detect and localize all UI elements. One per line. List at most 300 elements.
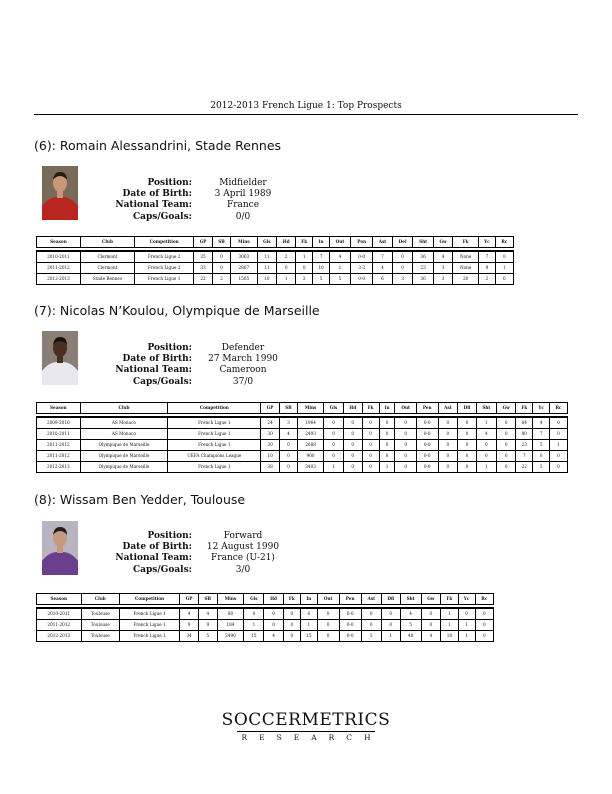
- table-row: [36, 440, 568, 451]
- table-cell: 0: [549, 462, 568, 473]
- caps-value: 0/0: [235, 211, 251, 222]
- table-cell: 0: [212, 251, 230, 263]
- column-header: Pen: [339, 593, 361, 605]
- table-cell: 0: [457, 462, 475, 473]
- table-cell: 0-0: [416, 451, 438, 462]
- table-cell: French Ligue 1: [167, 440, 260, 451]
- table-cell: 0: [496, 451, 515, 462]
- table-cell: Stade Rennes: [80, 274, 134, 285]
- player-section-3: [34, 492, 578, 638]
- table-cell: 5: [361, 631, 381, 642]
- table-cell: Olympique de Marseille: [80, 451, 168, 462]
- table-cell: 0: [458, 608, 475, 620]
- table-cell: 34: [179, 631, 198, 642]
- table-cell: 22: [515, 462, 532, 473]
- table-cell: 0: [343, 417, 362, 429]
- table-cell: 10: [257, 274, 277, 285]
- column-header: Rc: [495, 236, 514, 248]
- table-cell: 0: [283, 631, 300, 642]
- page-header: 2012-2013 French Ligue 1: Top Prospects: [210, 101, 402, 111]
- table-cell: 2: [295, 274, 312, 285]
- nation-value: France: [226, 200, 260, 211]
- table-cell: 7: [515, 451, 532, 462]
- table-cell: 2011-2012: [36, 620, 81, 631]
- table-cell: 9: [179, 620, 198, 631]
- column-header: Out: [317, 593, 339, 605]
- table-cell: 15: [300, 631, 317, 642]
- table-cell: None: [452, 263, 478, 274]
- table-cell: 1: [381, 631, 400, 642]
- column-header: Season: [36, 236, 80, 248]
- table-cell: 0: [323, 451, 343, 462]
- table-cell: 2010-2011: [36, 251, 80, 263]
- table-cell: 0: [212, 263, 230, 274]
- table-cell: 1: [243, 620, 263, 631]
- table-row: [36, 631, 494, 642]
- table-cell: 0: [421, 620, 441, 631]
- table-cell: 1: [276, 274, 295, 285]
- dob-value: 12 August 1990: [206, 542, 280, 553]
- table-cell: 80: [217, 608, 244, 620]
- table-cell: 0: [475, 608, 494, 620]
- column-header: Gw: [496, 402, 515, 414]
- table-cell: 1: [440, 620, 457, 631]
- player-section-1: [34, 138, 578, 281]
- table-cell: 30: [260, 440, 278, 451]
- table-cell: 0: [279, 440, 297, 451]
- column-header: GP: [193, 236, 212, 248]
- table-cell: 6: [372, 274, 392, 285]
- column-header: Hd: [263, 593, 282, 605]
- table-cell: 1: [379, 462, 395, 473]
- table-cell: 5: [198, 631, 217, 642]
- table-cell: 0: [362, 417, 379, 429]
- table-cell: 0: [323, 440, 343, 451]
- table-cell: 0: [495, 274, 514, 285]
- table-cell: 5: [532, 462, 549, 473]
- table-cell: 0: [362, 451, 379, 462]
- caps-value: 37/0: [232, 376, 254, 387]
- column-header: Hd: [276, 236, 295, 248]
- table-cell: 0: [495, 251, 514, 263]
- table-cell: 0-0: [416, 429, 438, 440]
- table-cell: 2009-2010: [36, 417, 80, 429]
- column-header: Fk: [515, 402, 532, 414]
- table-cell: 23: [412, 263, 433, 274]
- table-cell: 1: [476, 417, 496, 429]
- table-cell: 7: [532, 429, 549, 440]
- table-cell: 0: [263, 620, 282, 631]
- table-cell: 0: [379, 417, 395, 429]
- table-cell: 1: [458, 631, 475, 642]
- column-header: Mins: [230, 236, 256, 248]
- table-cell: 20: [452, 274, 478, 285]
- column-header: Mins: [297, 402, 323, 414]
- column-header: GP: [179, 593, 198, 605]
- table-cell: Toulouse: [81, 608, 119, 620]
- table-cell: 33: [193, 263, 212, 274]
- table-cell: 0: [317, 608, 339, 620]
- table-cell: 64: [515, 417, 532, 429]
- column-header: SB: [212, 236, 230, 248]
- table-cell: 0: [343, 440, 362, 451]
- table-cell: 0-0: [350, 274, 372, 285]
- column-header: Pen: [416, 402, 438, 414]
- player-bio: [88, 531, 283, 576]
- table-row: [36, 417, 568, 429]
- table-cell: 0: [496, 462, 515, 473]
- stats-table: [36, 593, 494, 642]
- table-cell: 0: [549, 451, 568, 462]
- nation-label: National Team:: [115, 553, 192, 564]
- dob-value: 3 April 1989: [214, 189, 272, 200]
- table-cell: 0: [457, 429, 475, 440]
- nation-label: National Team:: [115, 200, 192, 211]
- table-cell: 1964: [297, 417, 323, 429]
- table-cell: 0: [438, 440, 458, 451]
- table-cell: 0: [379, 451, 395, 462]
- table-cell: 4: [532, 417, 549, 429]
- table-cell: AS Monaco: [80, 417, 168, 429]
- table-cell: 48: [400, 631, 421, 642]
- position-label: Position:: [147, 178, 192, 188]
- column-header: Fk: [440, 593, 457, 605]
- column-header: In: [300, 593, 317, 605]
- table-row: [36, 462, 568, 473]
- table-cell: AS Monaco: [80, 429, 168, 440]
- table-cell: 0: [475, 631, 494, 642]
- column-header: Club: [81, 593, 119, 605]
- column-header: Gw: [421, 593, 441, 605]
- column-header: Season: [36, 593, 81, 605]
- table-cell: 4: [179, 608, 198, 620]
- column-header: GP: [260, 402, 278, 414]
- table-cell: 2012-2013: [36, 631, 81, 642]
- player-title: (7): Nicolas N’Koulou, Olympique de Marseille: [34, 303, 320, 318]
- table-row: [36, 429, 568, 440]
- table-cell: 7: [372, 251, 392, 263]
- column-header: Competition: [134, 236, 193, 248]
- table-cell: 1: [495, 263, 514, 274]
- logo-main-text: SOCCERMETRICS: [221, 710, 391, 730]
- table-cell: 4: [372, 263, 392, 274]
- table-cell: French Ligue 1: [167, 429, 260, 440]
- table-cell: 0: [300, 608, 317, 620]
- table-cell: 1: [458, 620, 475, 631]
- table-cell: 23: [515, 440, 532, 451]
- table-cell: 0: [438, 462, 458, 473]
- column-header: Gls: [257, 236, 277, 248]
- table-cell: 0-0: [416, 462, 438, 473]
- table-cell: 3-3: [350, 263, 372, 274]
- table-cell: French Ligue 1: [119, 631, 179, 642]
- column-header: In: [312, 236, 328, 248]
- table-cell: 0-0: [339, 620, 361, 631]
- table-cell: 0: [323, 429, 343, 440]
- column-header: Out: [394, 402, 415, 414]
- table-cell: 0: [379, 440, 395, 451]
- table-cell: 1565: [230, 274, 256, 285]
- table-cell: 2010-2011: [36, 608, 81, 620]
- table-row: [36, 263, 514, 274]
- table-cell: 0: [362, 462, 379, 473]
- dob-label: Date of Birth:: [122, 542, 192, 553]
- table-cell: 1: [440, 608, 457, 620]
- table-cell: 4: [329, 251, 351, 263]
- table-cell: 2: [276, 251, 295, 263]
- column-header: Competition: [119, 593, 179, 605]
- table-cell: 0: [394, 429, 415, 440]
- table-row: [36, 451, 568, 462]
- table-cell: 0: [283, 608, 300, 620]
- table-cell: Clermont: [80, 251, 134, 263]
- header-row: [36, 593, 494, 605]
- table-cell: 0: [457, 451, 475, 462]
- position-label: Position:: [147, 343, 192, 353]
- table-cell: 0: [295, 263, 312, 274]
- table-cell: 0: [475, 620, 494, 631]
- position-label: Position:: [147, 531, 192, 541]
- table-cell: 1: [323, 462, 343, 473]
- soccermetrics-logo: [0, 710, 612, 742]
- table-cell: French Ligue 1: [134, 274, 193, 285]
- player-bio: [88, 178, 283, 223]
- table-cell: 4: [279, 429, 297, 440]
- player-section-2: [34, 303, 578, 469]
- table-cell: 0: [496, 417, 515, 429]
- table-cell: 4: [400, 608, 421, 620]
- table-cell: 0: [438, 429, 458, 440]
- caps-label: Caps/Goals:: [133, 211, 192, 222]
- caps-label: Caps/Goals:: [133, 564, 192, 575]
- column-header: In: [379, 402, 395, 414]
- column-header: Club: [80, 402, 168, 414]
- table-cell: French Ligue 1: [167, 462, 260, 473]
- logo-sub-text: RESEARCH: [241, 733, 383, 742]
- table-cell: 0: [394, 417, 415, 429]
- column-header: Yc: [458, 593, 475, 605]
- table-cell: 0: [279, 462, 297, 473]
- table-cell: French Ligue 1: [167, 417, 260, 429]
- table-cell: 0: [496, 429, 515, 440]
- table-cell: 22: [193, 274, 212, 285]
- column-header: Dfl: [381, 593, 400, 605]
- table-cell: 0-0: [339, 608, 361, 620]
- table-cell: Clermont: [80, 263, 134, 274]
- table-cell: 80: [515, 429, 532, 440]
- table-cell: 4: [476, 429, 496, 440]
- table-row: [36, 274, 514, 285]
- column-header: Yc: [532, 402, 549, 414]
- table-cell: 10: [312, 263, 328, 274]
- table-cell: 2688: [297, 440, 323, 451]
- column-header: Competition: [167, 402, 260, 414]
- table-cell: 0: [476, 451, 496, 462]
- table-cell: Toulouse: [81, 631, 119, 642]
- table-cell: 0: [323, 417, 343, 429]
- table-cell: 900: [297, 451, 323, 462]
- table-cell: 2867: [230, 263, 256, 274]
- table-cell: 0: [532, 451, 549, 462]
- column-header: Club: [80, 236, 134, 248]
- table-cell: 1: [549, 440, 568, 451]
- column-header: Fk: [452, 236, 478, 248]
- nation-value: France (U-21): [211, 553, 275, 564]
- table-cell: 0: [379, 429, 395, 440]
- table-cell: 0: [317, 620, 339, 631]
- column-header: SB: [198, 593, 217, 605]
- table-cell: 0: [394, 462, 415, 473]
- table-cell: French Ligue 1: [119, 620, 179, 631]
- table-cell: 0: [283, 620, 300, 631]
- table-cell: 0-0: [339, 631, 361, 642]
- table-cell: French Ligue 2: [134, 263, 193, 274]
- column-header: Fk: [362, 402, 379, 414]
- table-cell: 1: [300, 620, 317, 631]
- table-cell: 11: [257, 251, 277, 263]
- table-cell: 3: [433, 274, 452, 285]
- table-cell: 3: [279, 417, 297, 429]
- table-cell: 0: [381, 620, 400, 631]
- table-row: [36, 608, 494, 620]
- dob-label: Date of Birth:: [122, 189, 192, 200]
- table-cell: 35: [193, 251, 212, 263]
- table-cell: 0-0: [350, 251, 372, 263]
- table-cell: 0: [381, 608, 400, 620]
- column-header: Yc: [478, 236, 495, 248]
- table-cell: 18: [440, 631, 457, 642]
- table-cell: 0: [457, 440, 475, 451]
- position-value: Midfielder: [219, 178, 267, 188]
- table-cell: French Ligue 1: [119, 608, 179, 620]
- table-cell: 0: [438, 451, 458, 462]
- stats-table: [36, 402, 568, 473]
- column-header: Out: [329, 236, 351, 248]
- player-photo: [42, 521, 78, 575]
- table-cell: 2012-2013: [36, 462, 80, 473]
- table-cell: 2493: [297, 429, 323, 440]
- table-cell: 0: [276, 263, 295, 274]
- nation-value: Cameroon: [219, 365, 267, 376]
- table-cell: 0: [362, 440, 379, 451]
- column-header: Sht: [476, 402, 496, 414]
- table-cell: 11: [257, 263, 277, 274]
- dob-value: 27 March 1990: [208, 354, 278, 365]
- table-cell: 2011-2012: [36, 451, 80, 462]
- table-cell: Toulouse: [81, 620, 119, 631]
- player-photo: [42, 166, 78, 220]
- table-cell: 4: [433, 251, 452, 263]
- table-cell: 4: [263, 631, 282, 642]
- header-rule: [34, 114, 578, 115]
- column-header: Fk: [295, 236, 312, 248]
- table-cell: 0-0: [416, 417, 438, 429]
- table-cell: 1: [476, 462, 496, 473]
- table-cell: 4: [198, 608, 217, 620]
- column-header: Sht: [400, 593, 421, 605]
- table-cell: 0: [421, 608, 441, 620]
- column-header: Season: [36, 402, 80, 414]
- table-cell: UEFA Champions League: [167, 451, 260, 462]
- table-cell: 1: [295, 251, 312, 263]
- table-cell: 5: [532, 440, 549, 451]
- player-photo: [42, 331, 78, 385]
- table-cell: 0: [243, 608, 263, 620]
- column-header: Gw: [433, 236, 452, 248]
- table-cell: 9: [198, 620, 217, 631]
- table-cell: 2011-2012: [36, 263, 80, 274]
- caps-value: 3/0: [235, 564, 251, 575]
- table-cell: 3403: [297, 462, 323, 473]
- table-cell: 2: [478, 274, 495, 285]
- player-bio: [88, 343, 283, 388]
- column-header: Fk: [283, 593, 300, 605]
- table-cell: 0: [361, 620, 381, 631]
- column-header: Ast: [438, 402, 458, 414]
- column-header: Pen: [350, 236, 372, 248]
- column-header: Rc: [475, 593, 494, 605]
- table-cell: 9: [478, 263, 495, 274]
- logo-rule: [237, 731, 375, 732]
- table-cell: 0: [343, 429, 362, 440]
- column-header: Mins: [217, 593, 244, 605]
- table-cell: Olympique de Marseille: [80, 440, 168, 451]
- table-cell: 38: [260, 462, 278, 473]
- table-cell: 0: [361, 608, 381, 620]
- table-cell: Olympique de Marseille: [80, 462, 168, 473]
- table-cell: 0: [279, 451, 297, 462]
- column-header: SB: [279, 402, 297, 414]
- table-cell: 10: [260, 451, 278, 462]
- column-header: Sht: [412, 236, 433, 248]
- stats-table: [36, 236, 514, 285]
- table-cell: 5: [400, 620, 421, 631]
- table-cell: 2: [212, 274, 230, 285]
- table-cell: 0: [394, 440, 415, 451]
- table-cell: 0: [496, 440, 515, 451]
- column-header: Dfl: [457, 402, 475, 414]
- table-cell: 2490: [217, 631, 244, 642]
- table-cell: 184: [217, 620, 244, 631]
- table-cell: 36: [412, 274, 433, 285]
- table-cell: 0: [343, 462, 362, 473]
- column-header: Ast: [372, 236, 392, 248]
- table-cell: 0: [549, 417, 568, 429]
- table-cell: 30: [260, 429, 278, 440]
- table-cell: 0: [438, 417, 458, 429]
- table-cell: 7: [312, 251, 328, 263]
- table-row: [36, 251, 514, 263]
- column-header: Gls: [323, 402, 343, 414]
- table-cell: 2010-2011: [36, 429, 80, 440]
- table-cell: French Ligue 2: [134, 251, 193, 263]
- table-cell: 4: [421, 631, 441, 642]
- table-cell: 0-0: [416, 440, 438, 451]
- player-title: (8): Wissam Ben Yedder, Toulouse: [34, 492, 246, 507]
- table-cell: 0: [343, 451, 362, 462]
- column-header: Del: [392, 236, 412, 248]
- nation-label: National Team:: [115, 365, 192, 376]
- table-cell: 2012-2013: [36, 274, 80, 285]
- table-cell: 3: [392, 274, 412, 285]
- table-cell: 0: [394, 451, 415, 462]
- position-value: Forward: [223, 531, 263, 541]
- table-cell: 3063: [230, 251, 256, 263]
- table-cell: 0: [317, 631, 339, 642]
- column-header: Rc: [549, 402, 568, 414]
- table-cell: 0: [263, 608, 282, 620]
- table-cell: 1: [329, 263, 351, 274]
